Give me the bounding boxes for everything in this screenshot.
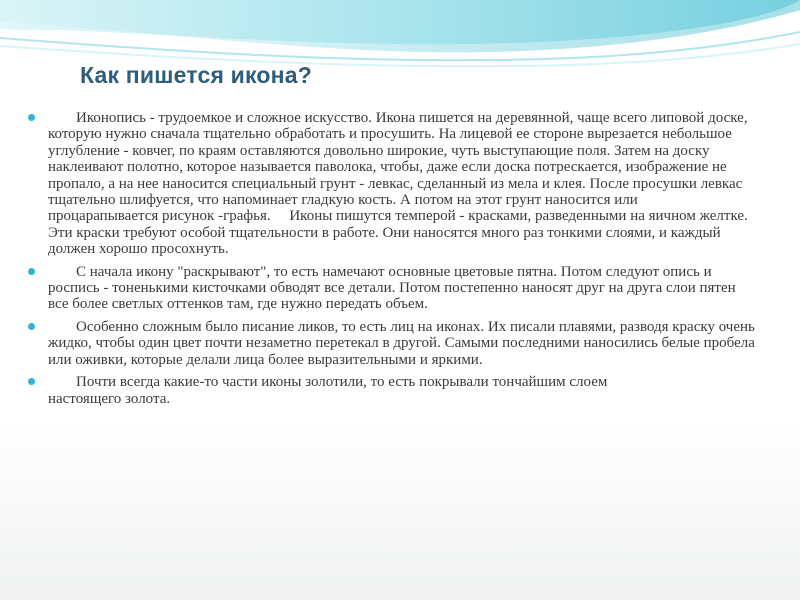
paragraph-4 bbox=[28, 374, 758, 407]
paragraph-text: Иконы пишутся темперой - красками, разведенными на яичном желтке. Эти краски требуют особой тщательности в работе. Они наносятся много раз тонкими слоями, и каждый должен хорошо просохнуть. bbox=[48, 208, 748, 258]
paragraph-text: процарапывается рисунок -графья. bbox=[48, 208, 271, 225]
bullet-dot bbox=[28, 378, 35, 385]
bullet-dot bbox=[28, 268, 35, 275]
bullet-dot bbox=[28, 114, 35, 121]
bullet-dot bbox=[28, 323, 35, 330]
paragraph-2 bbox=[28, 264, 758, 313]
paragraph-text: настоящего золота. bbox=[48, 390, 171, 407]
paragraph-text: Особенно сложным было писание ликов, то есть лиц на иконах. Их писали плавями, разводя краску очень жидко, чтобы один цвет почти незаметно перетекал в другой. Самыми последними наносились белые пробела или оживки, которые делали лица более выразительными и яркими. bbox=[48, 318, 755, 368]
paragraph-text: Почти всегда какие-то части иконы золотили, то есть покрывали тончайшим слоем bbox=[76, 374, 608, 391]
paragraph-3 bbox=[28, 319, 758, 368]
slide-body bbox=[28, 110, 758, 413]
paragraph-text: Иконопись - трудоемкое и сложное искусство. Икона пишется на деревянной, чаще всего липовой доске, которую нужно сначала тщательно обработать и просушить. На лицевой ее стороне вырезается небольшое углубление - ковчег, по краям оставляются довольно широкие, чуть выступающие поля. Затем на доску наклеивают полотно, которое называется паволока, чтобы, даже если доска потрескается, изображение не пропало, а на нее наносится специальный грунт - левкас, сделанный из мела и клея. После просушки левкас тщательно шлифуется, что напоминает гладкую кость. А потом на этот грунт наносится или bbox=[48, 110, 748, 209]
decorative-waves bbox=[0, 0, 800, 70]
slide-title: Как пишется икона? bbox=[80, 62, 312, 88]
paragraph-1 bbox=[28, 110, 758, 258]
paragraph-text: С начала икону "раскрывают", то есть намечают основные цветовые пятна. Потом следуют опись и роспись - тоненькими кисточками обводят все детали. Потом постепенно наносят друг на друга слои пятен все более светлых оттенков там, где нужно передать объем. bbox=[48, 263, 736, 313]
